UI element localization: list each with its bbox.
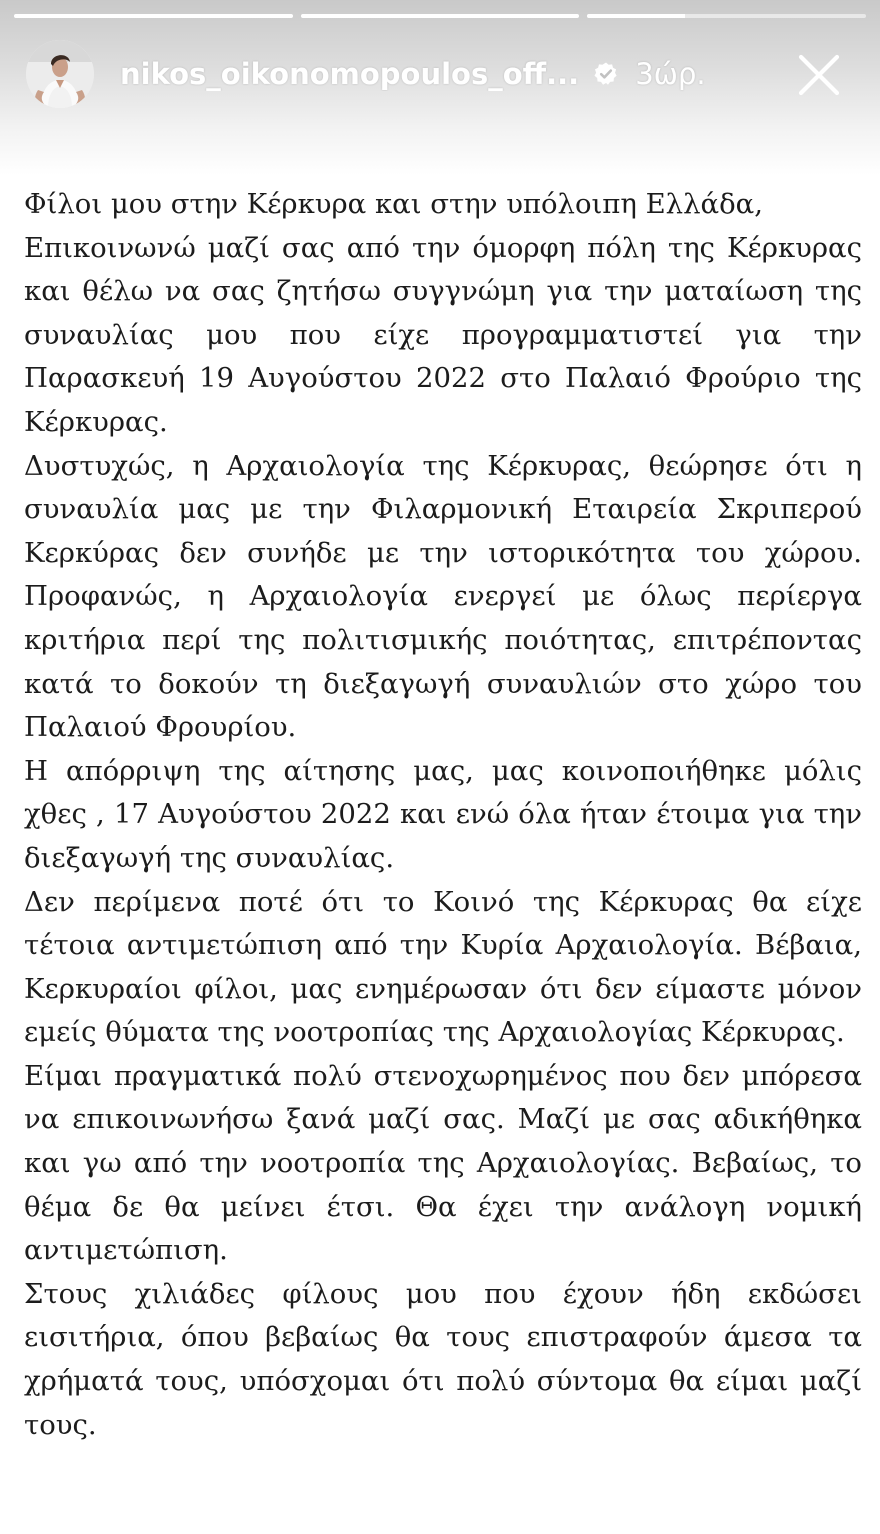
statement-text xyxy=(24,183,862,1447)
progress-segment xyxy=(587,14,866,18)
progress-segment-fill xyxy=(301,14,580,18)
statement-paragraph: Επικοινωνώ μαζί σας από την όμορφη πόλη της Κέρκυρας και θέλω να σας ζητήσω συγγνώμη για την ματαίωση της συναυλίας μου που είχε προγραμματιστεί για την Παρασκευή 19 Αυγούστου 2022 στο Παλαιό Φρούριο της Κέρκυρας. xyxy=(24,231,862,438)
avatar-image xyxy=(26,40,94,108)
progress-segment-fill xyxy=(14,14,293,18)
close-icon[interactable] xyxy=(794,50,844,100)
story-timestamp: 3ώρ. xyxy=(635,57,706,91)
statement-paragraph: Είμαι πραγματικά πολύ στενοχωρημένος που δεν μπόρεσα να επικοινωνήσω ξανά μαζί σας. Μαζί με σας αδικήθηκα και γω από την νοοτροπία της Αρχαιολογίας. Βεβαίως, το θέμα δε θα μείνει έτσι. Θα έχει την ανάλογη νομική αντιμετώπιση. xyxy=(24,1059,862,1267)
progress-segment xyxy=(14,14,293,18)
progress-segment xyxy=(301,14,580,18)
statement-paragraph: Φίλοι μου στην Κέρκυρα και στην υπόλοιπη Ελλάδα, xyxy=(24,188,763,220)
verified-badge-icon xyxy=(593,61,619,87)
story-progress-bar xyxy=(14,14,866,18)
story-header xyxy=(26,40,864,108)
statement-paragraph: Δεν περίμενα ποτέ ότι το Κοινό της Κέρκυρας θα είχε τέτοια αντιμετώπιση από την Κυρία Αρχαιολογία. Βέβαια, Κερκυραίοι φίλοι, μας ενημέρωσαν ότι δεν είμαστε μόνον εμείς θύματα της νοοτροπίας της Αρχαιολογίας Κέρκυρας. xyxy=(24,885,862,1049)
statement-paragraph: Η απόρριψη της αίτησης μας, μας κοινοποιήθηκε μόλις χθες , 17 Αυγούστου 2022 και ενώ όλα ήταν έτοιμα για την διεξαγωγή της συναυλίας. xyxy=(24,754,862,874)
avatar[interactable] xyxy=(26,40,94,108)
username[interactable]: nikos_oikonomopoulos_off... xyxy=(120,57,580,91)
statement-paragraph: Δυστυχώς, η Αρχαιολογία της Κέρκυρας, θεώρησε ότι η συναυλία μας με την Φιλαρμονική Εταιρεία Σκριπερού Κερκύρας δεν συνήδε με την ιστορικότητα του χώρου. Προφανώς, η Αρχαιολογία ενεργεί με όλως περίεργα κριτήρια περί της πολιτισμικής ποιότητας, επιτρέποντας κατά το δοκούν τη διεξαγωγή συναυλιών στο χώρο του Παλαιού Φρουρίου. xyxy=(24,449,862,744)
progress-segment-fill xyxy=(587,14,685,18)
statement-paragraph: Στους χιλιάδες φίλους μου που έχουν ήδη εκδώσει εισιτήρια, όπου βεβαίως θα τους επιστραφούν άμεσα τα χρήματά τους, υπόσχομαι ότι πολύ σύντομα θα είμαι μαζί τους. xyxy=(24,1277,862,1441)
